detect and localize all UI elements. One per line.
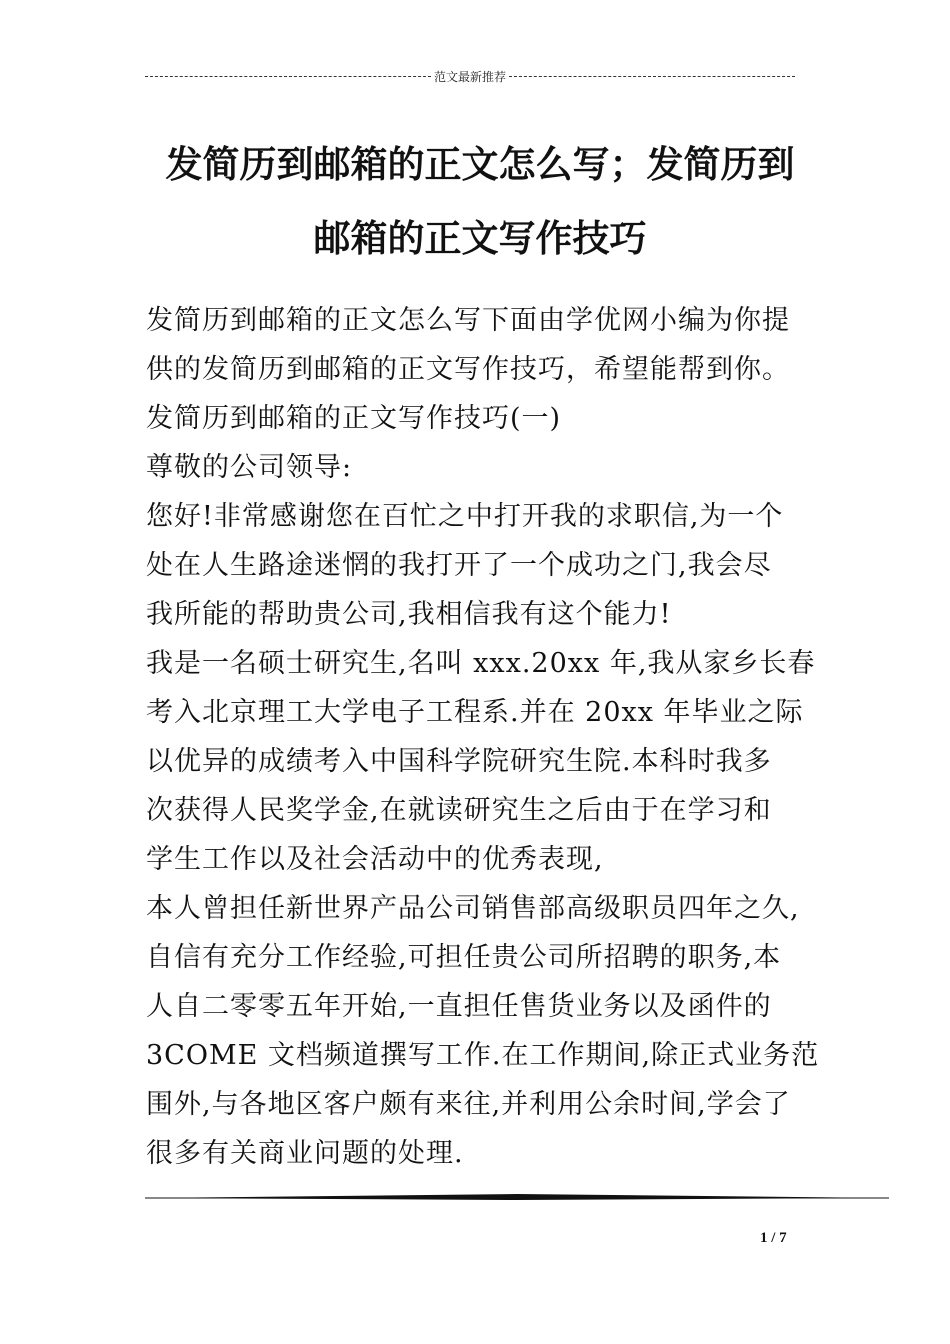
body-line: 很多有关商业问题的处理. <box>146 1138 464 1169</box>
body-line: 发简历到邮箱的正文写作技巧(一) <box>146 403 562 434</box>
body-line: 次获得人民奖学金,在就读研究生之后由于在学习和 <box>146 795 772 826</box>
body-line: 本人曾担任新世界产品公司销售部高级职员四年之久, <box>146 893 800 924</box>
body-line: 自信有充分工作经验,可担任贵公司所招聘的职务,本 <box>146 942 782 973</box>
body-line: 您好!非常感谢您在百忙之中打开我的求职信,为一个 <box>146 501 784 532</box>
body-line: 处在人生路途迷惘的我打开了一个成功之门,我会尽 <box>146 550 772 581</box>
footer-rule <box>145 1193 889 1201</box>
body-line: 尊敬的公司领导: <box>146 452 353 483</box>
document-title <box>145 128 815 276</box>
body-line: 供的发简历到邮箱的正文写作技巧，希望能帮到你。 <box>146 354 790 385</box>
body-line: 发简历到邮箱的正文怎么写下面由学优网小编为你提 <box>146 305 790 336</box>
body-line: 我是一名硕士研究生,名叫 xxx.20xx 年,我从家乡长春 <box>146 648 816 679</box>
header-text: 范文最新推荐 <box>434 69 507 84</box>
body-line: 3COME 文档频道撰写工作.在工作期间,除正式业务范 <box>146 1040 820 1071</box>
body-line: 人自二零零五年开始,一直担任售货业务以及函件的 <box>146 991 772 1022</box>
body-line: 我所能的帮助贵公司,我相信我有这个能力! <box>146 599 672 630</box>
header-dash-right <box>509 76 795 77</box>
title-line-1: 发简历到邮箱的正文怎么写；发简历到 <box>165 143 795 186</box>
header-dash-left <box>145 76 431 77</box>
document-body <box>146 296 818 1178</box>
page-header <box>145 66 795 86</box>
page-number: 1 / 7 <box>760 1230 787 1246</box>
title-line-2: 邮箱的正文写作技巧 <box>313 217 647 260</box>
body-line: 学生工作以及社会活动中的优秀表现, <box>146 844 604 875</box>
body-line: 考入北京理工大学电子工程系.并在 20xx 年毕业之际 <box>146 697 804 728</box>
body-line: 以优异的成绩考入中国科学院研究生院.本科时我多 <box>146 746 772 777</box>
body-line: 围外,与各地区客户颇有来往,并利用公余时间,学会了 <box>146 1089 791 1120</box>
